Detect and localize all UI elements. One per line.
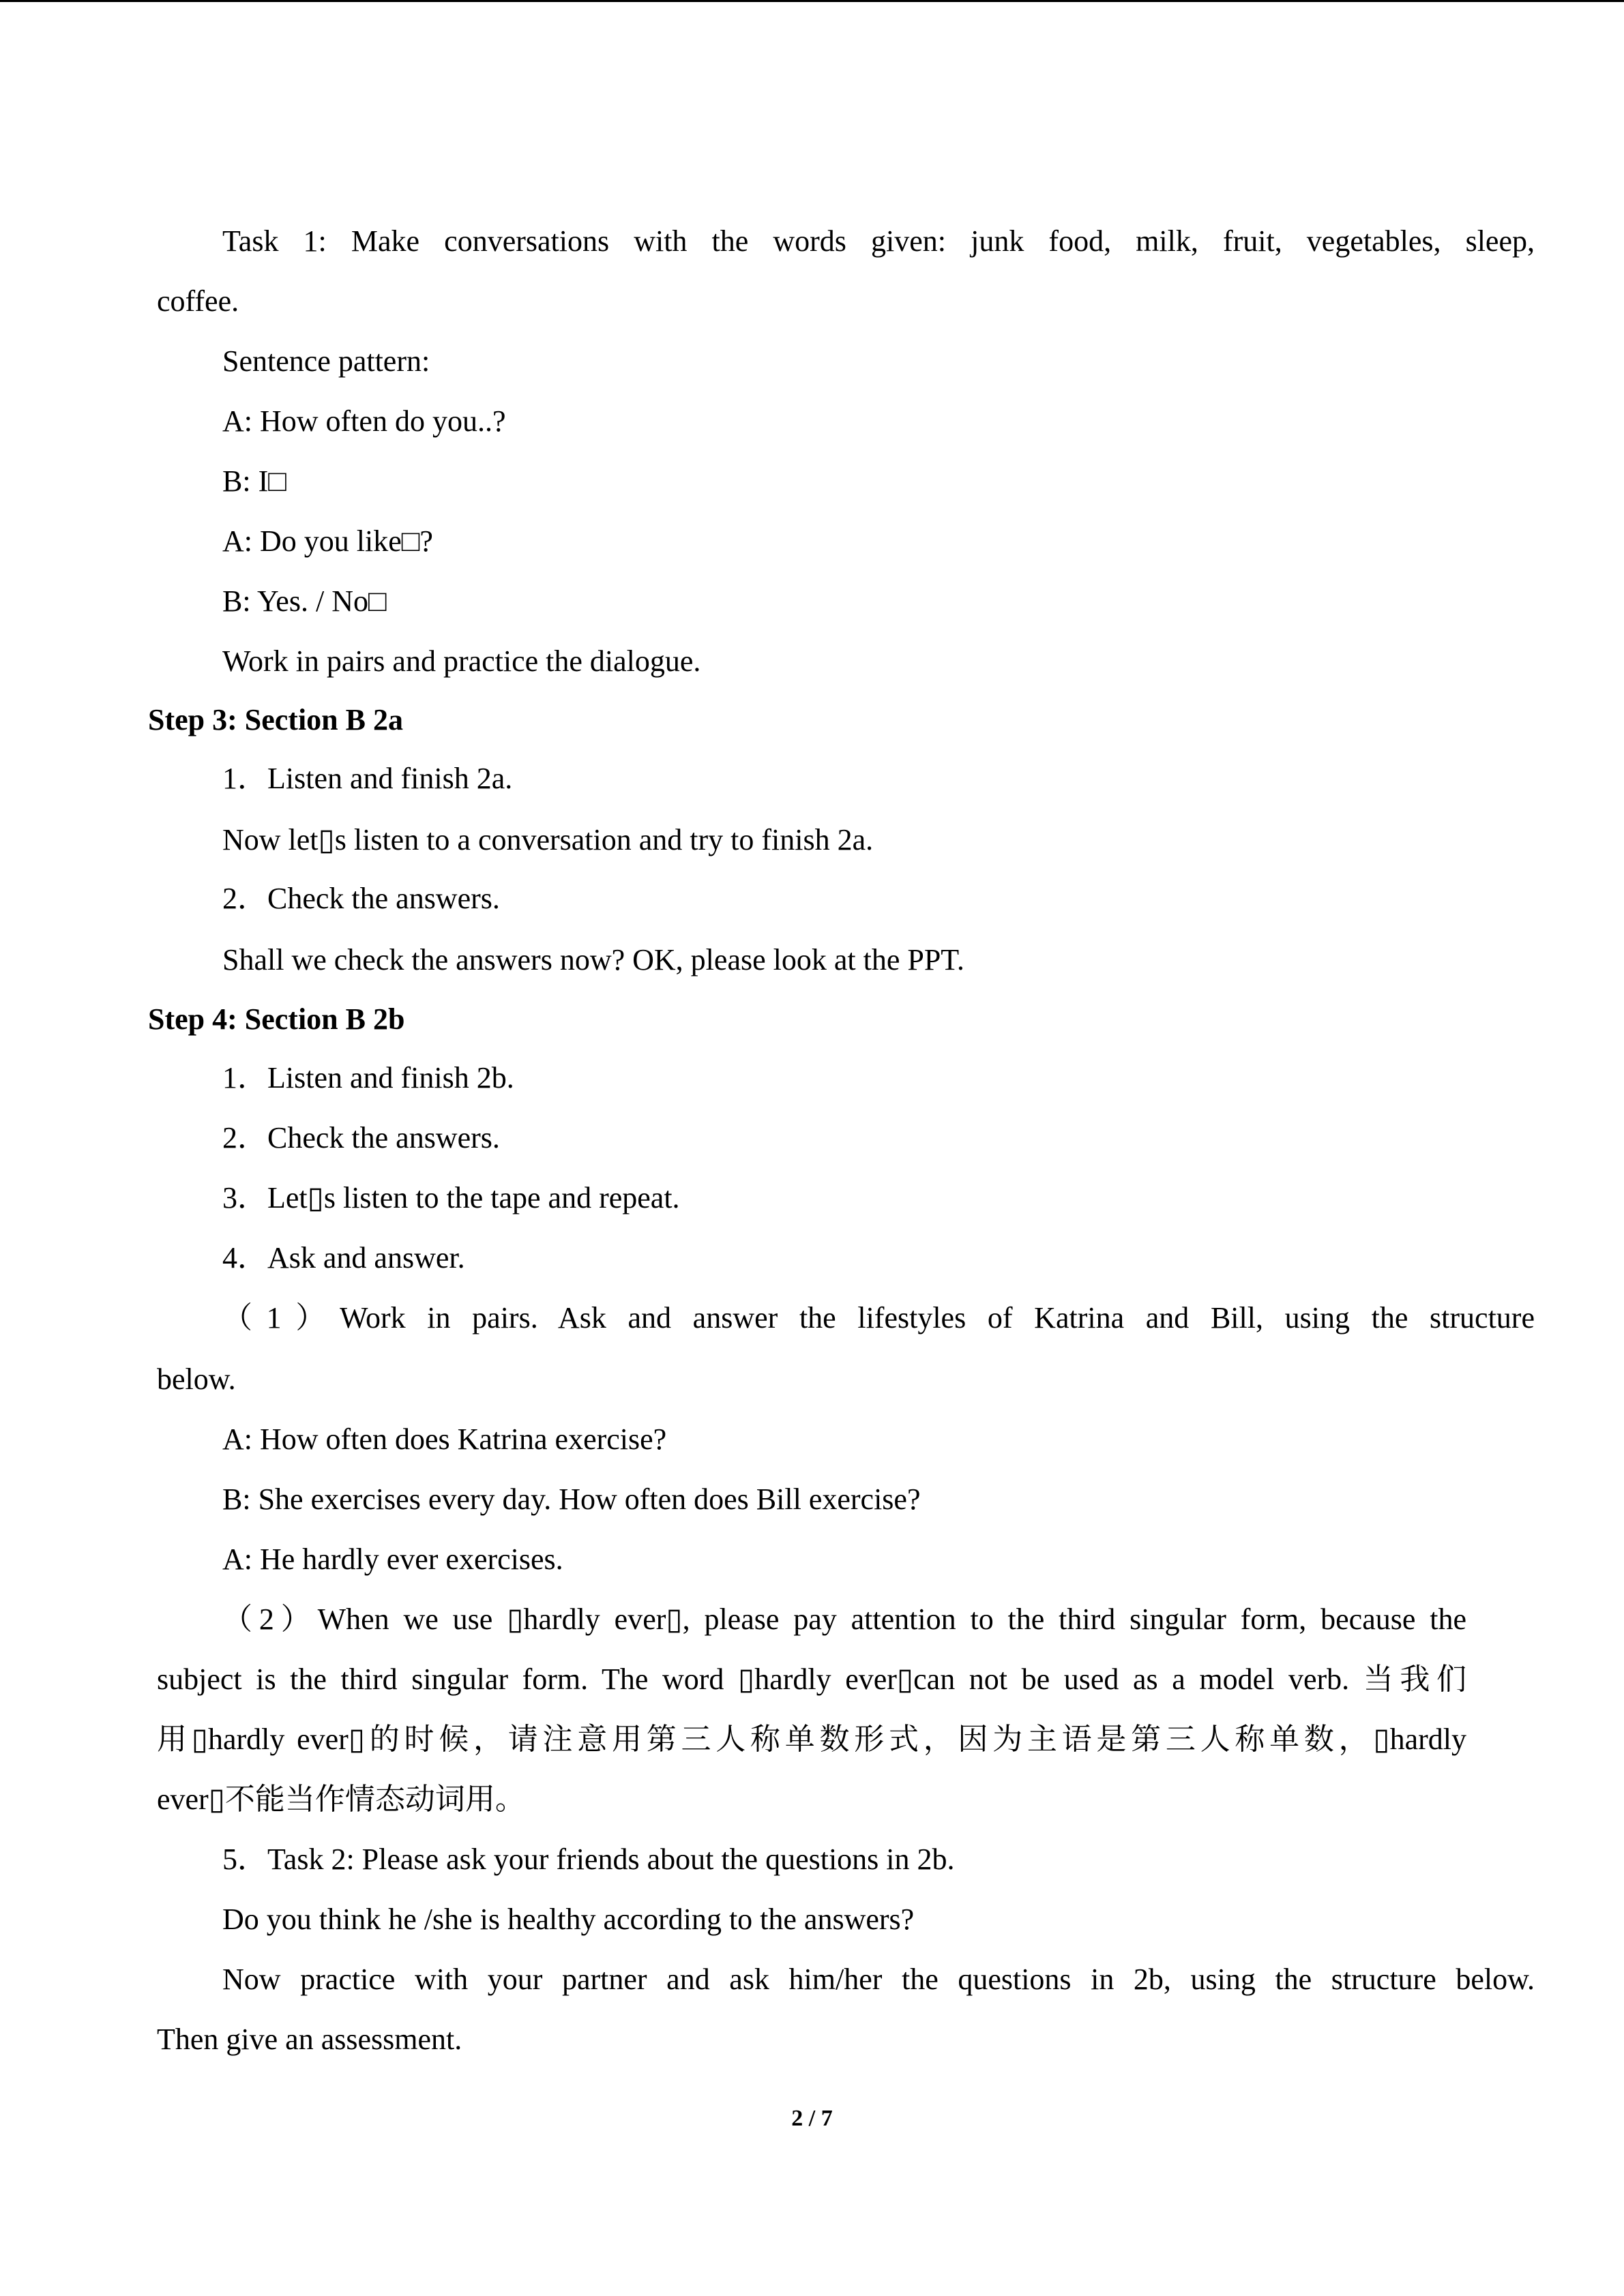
pattern-line-b2: B: Yes. / No□: [222, 584, 387, 618]
step3-item2-detail: Shall we check the answers now? OK, please look at the PPT.: [222, 943, 964, 976]
step4-item5-instruction-line1: Now practice with your partner and ask him/her the questions in 2b, using the structure below.: [222, 1963, 1535, 1996]
step3-heading: Step 3: Section B 2a: [148, 703, 403, 736]
pair-work-line: Work in pairs and practice the dialogue.: [222, 644, 701, 678]
pattern-line-a2: A: Do you like□?: [222, 524, 433, 558]
subitem2-line3: 用▯hardly ever▯的时候，请注意用第三人称单数形式，因为主语是第三人称单数，▯hardly: [157, 1723, 1466, 1756]
step4-item4: 4．Ask and answer.: [222, 1241, 465, 1274]
step4-item2: 2．Check the answers.: [222, 1121, 500, 1154]
subitem1-line1: （1）Work in pairs. Ask and answer the lifestyles of Katrina and Bill, using the structure: [222, 1301, 1535, 1335]
sentence-pattern-label: Sentence pattern:: [222, 344, 430, 378]
step3-item1: 1．Listen and finish 2a.: [222, 762, 513, 795]
example-line-a1: A: How often does Katrina exercise?: [222, 1422, 667, 1456]
step4-item5-instruction-line2: Then give an assessment.: [157, 2023, 462, 2056]
page-number: 2 / 7: [791, 2106, 833, 2131]
step4-item5: 5．Task 2: Please ask your friends about the questions in 2b.: [222, 1843, 955, 1876]
step4-item5-question: Do you think he /she is healthy according to the answers?: [222, 1903, 915, 1936]
step4-heading: Step 4: Section B 2b: [148, 1002, 405, 1036]
subitem2-line4: ever▯不能当作情态动词用。: [157, 1783, 525, 1816]
step4-item3: 3．Let▯s listen to the tape and repeat.: [222, 1181, 680, 1214]
example-line-a2: A: He hardly ever exercises.: [222, 1542, 563, 1576]
subitem2-line2: subject is the third singular form. The word ▯hardly ever▯can not be used as a model verb. 当我们: [157, 1663, 1466, 1696]
task1-line1: Task 1: Make conversations with the words given: junk food, milk, fruit, vegetables, sleep,: [222, 224, 1535, 258]
subitem1-line2: below.: [157, 1362, 236, 1396]
step3-item1-detail: Now let▯s listen to a conversation and try to finish 2a.: [222, 823, 874, 856]
pattern-line-b1: B: I□: [222, 464, 286, 498]
pattern-line-a1: A: How often do you..?: [222, 404, 506, 438]
subitem2-line1: （2）When we use ▯hardly ever▯, please pay attention to the third singular form, because the: [222, 1602, 1466, 1636]
step3-item2: 2．Check the answers.: [222, 882, 500, 915]
step4-item1: 1．Listen and finish 2b.: [222, 1061, 514, 1094]
task1-line2: coffee.: [157, 284, 239, 318]
example-line-b1: B: She exercises every day. How often does Bill exercise?: [222, 1482, 921, 1516]
